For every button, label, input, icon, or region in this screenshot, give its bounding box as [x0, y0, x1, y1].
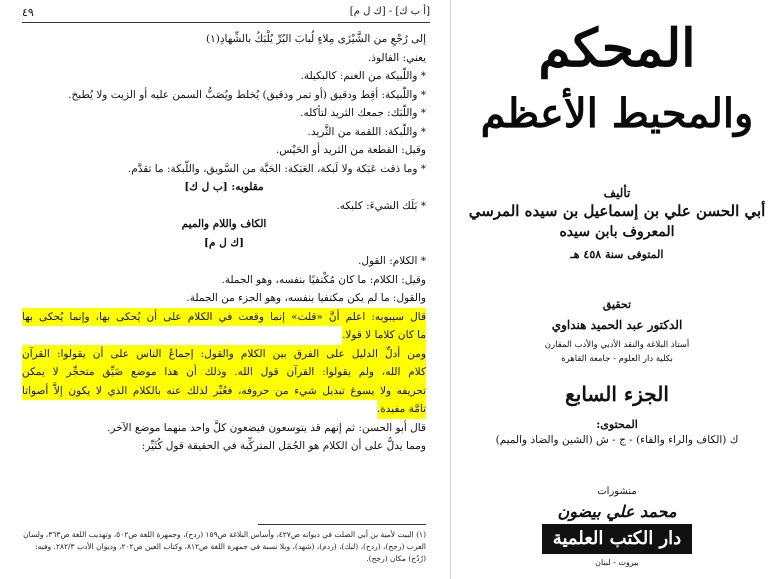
text-line: قال أبو الحسن: ثم إنهم قد يتوسعون فيضعون كلَّ واحد منهما موضع الآخر.: [107, 421, 426, 434]
footnote: (١) البيت لأمية بن أبي الصلت في ديوانه ص٤٢٧، وأساس البلاغة ص١٥٩ (ردح)، وجمهرة اللغة ص٥٠٢، وتهذيب اللغة ص٣٦٣، ولسان العرب (رجح)، (ردح)، (لبك)، (ردم)، (شهد)، وبلا نسبة في جمهرة اللغة ص٨١٢، وكتاب العين ص٢٠٢، وديوان الأدب ٢٨٢/٣. وفيه: (رُدُح) مكان (رجح).: [23, 530, 426, 563]
text-line: * واللَّبيكة من الغنم: كالبكيلة.: [300, 70, 426, 82]
text-line: ومما يدلُّ على أن الكلام هو الجُمَل المتركِّبة في الحقيقة قول كُثَيِّر:: [141, 440, 426, 452]
highlighted-line: ما كان كلاما لا قولا.: [342, 326, 426, 345]
editor-department: بكلية دار العلوم - جامعة القاهرة: [561, 354, 673, 364]
body-text: [22, 30, 426, 456]
text-line: * واللَّبيكة: أقِط ودقيق (أو تمر ودقيق) يُخلط ويُصَبُّ السمن عليه أو الزيت ولا يُطبخ.: [68, 88, 426, 101]
page-number: ٤٩: [22, 6, 34, 19]
highlighted-line: قال سيبويه: اعلم أنَّ «قلت» إنما وقعت في الكلام على أن يُحكى بها، وإنما يُحكى بها: [22, 308, 426, 327]
text-line: وقيل: القطعة من الثريد أو الحَيْس.: [275, 144, 426, 156]
publisher-city: بيروت - لبنان: [595, 558, 639, 567]
publisher-label: منشورات: [597, 486, 637, 497]
publisher-owner: محمد علي بيضون: [557, 502, 677, 521]
text-line: * الكلام: القول.: [358, 255, 426, 267]
editing-label: تحقيق: [602, 298, 632, 311]
highlighted-line: تامَّة مفيدة.: [377, 400, 426, 419]
text-line: والقول: ما لم يكن مكتفيا بنفسه، وهو الجزء من الجملة.: [186, 292, 426, 304]
text-line: * واللَّبَك: جمعك الثريد لتأكله.: [300, 107, 426, 119]
page-header: [22, 4, 430, 23]
text-line: * واللُّبكة: اللقمة من الثَّريد.: [307, 125, 426, 138]
text-line: * بَلَك الشيءَ: كلبكه.: [336, 199, 426, 212]
highlighted-line: كلام الله، ولم يقولوا: القرآن قول الله. وذلك أن هذا موضع ضَيِّق متحجِّر لا يمكن: [22, 363, 426, 382]
title-block: [450, 14, 784, 144]
highlighted-line: ومن أدلِّ الدليل على الفرق بين الكلام والقول: إجماعُ الناس على أن يقولوا: القرآن: [22, 345, 426, 364]
contents-value: ك (الكاف والراء والفاء) - ج - ش (الشين والضاد والميم): [495, 434, 739, 446]
authorship-label: تأليف: [603, 186, 631, 200]
volume-label: الجزء السابع: [565, 382, 669, 406]
highlighted-line: تحريفه ولا يسوغ تبديل شيء من حروفه، فعُبِّر لذلك عنه بالكلام الذي لا يكون إلاَّ أصواتا: [22, 382, 426, 401]
author-death: المتوفى سنة ٤٥٨ هـ: [570, 248, 664, 261]
author-name: أبي الحسن علي بن إسماعيل بن سيده المرسي: [468, 202, 766, 220]
running-head: [أ ب ك] - [ك ل م]: [349, 6, 430, 17]
title-line-1: المحكم: [538, 18, 696, 79]
contents-label: المحتوى:: [596, 418, 638, 431]
editor-title: أستاذ البلاغة والنقد الأدبي والأدب المقارن: [544, 340, 690, 350]
right-page: [450, 0, 784, 579]
footnote-rule: [258, 524, 426, 525]
text-line: وقيل: الكلام: ما كان مُكْتفيًا بنفسه، وهو الجملة.: [221, 273, 426, 286]
author-known-as: المعروف بابن سيده: [559, 224, 675, 240]
text-line: الكاف واللام والميم: [181, 218, 267, 230]
publisher-logo: دار الكتب العلمية: [542, 524, 692, 554]
text-line: * وما ذقت عَبَكة ولا لَبكة، العَبَكة: الحَبَّة من السَّويق، واللَّبكة: ما تقدَّم.: [127, 162, 426, 175]
title-line-2: والمحيط الأعظم: [480, 90, 754, 137]
text-line: [ك ل م]: [203, 236, 245, 249]
text-line: إلى رُجْعِ من الشَّيْزَى مِلاءٍ لُبابَ البُرِّ يُلْبَكُ بالشِّهادِ(١): [205, 33, 426, 45]
text-line: مقلوبه: [ب ل ك]: [184, 181, 264, 193]
editor-name: الدكتور عبد الحميد هنداوي: [551, 318, 683, 332]
text-line: يعني: الفالوذ.: [367, 51, 426, 64]
